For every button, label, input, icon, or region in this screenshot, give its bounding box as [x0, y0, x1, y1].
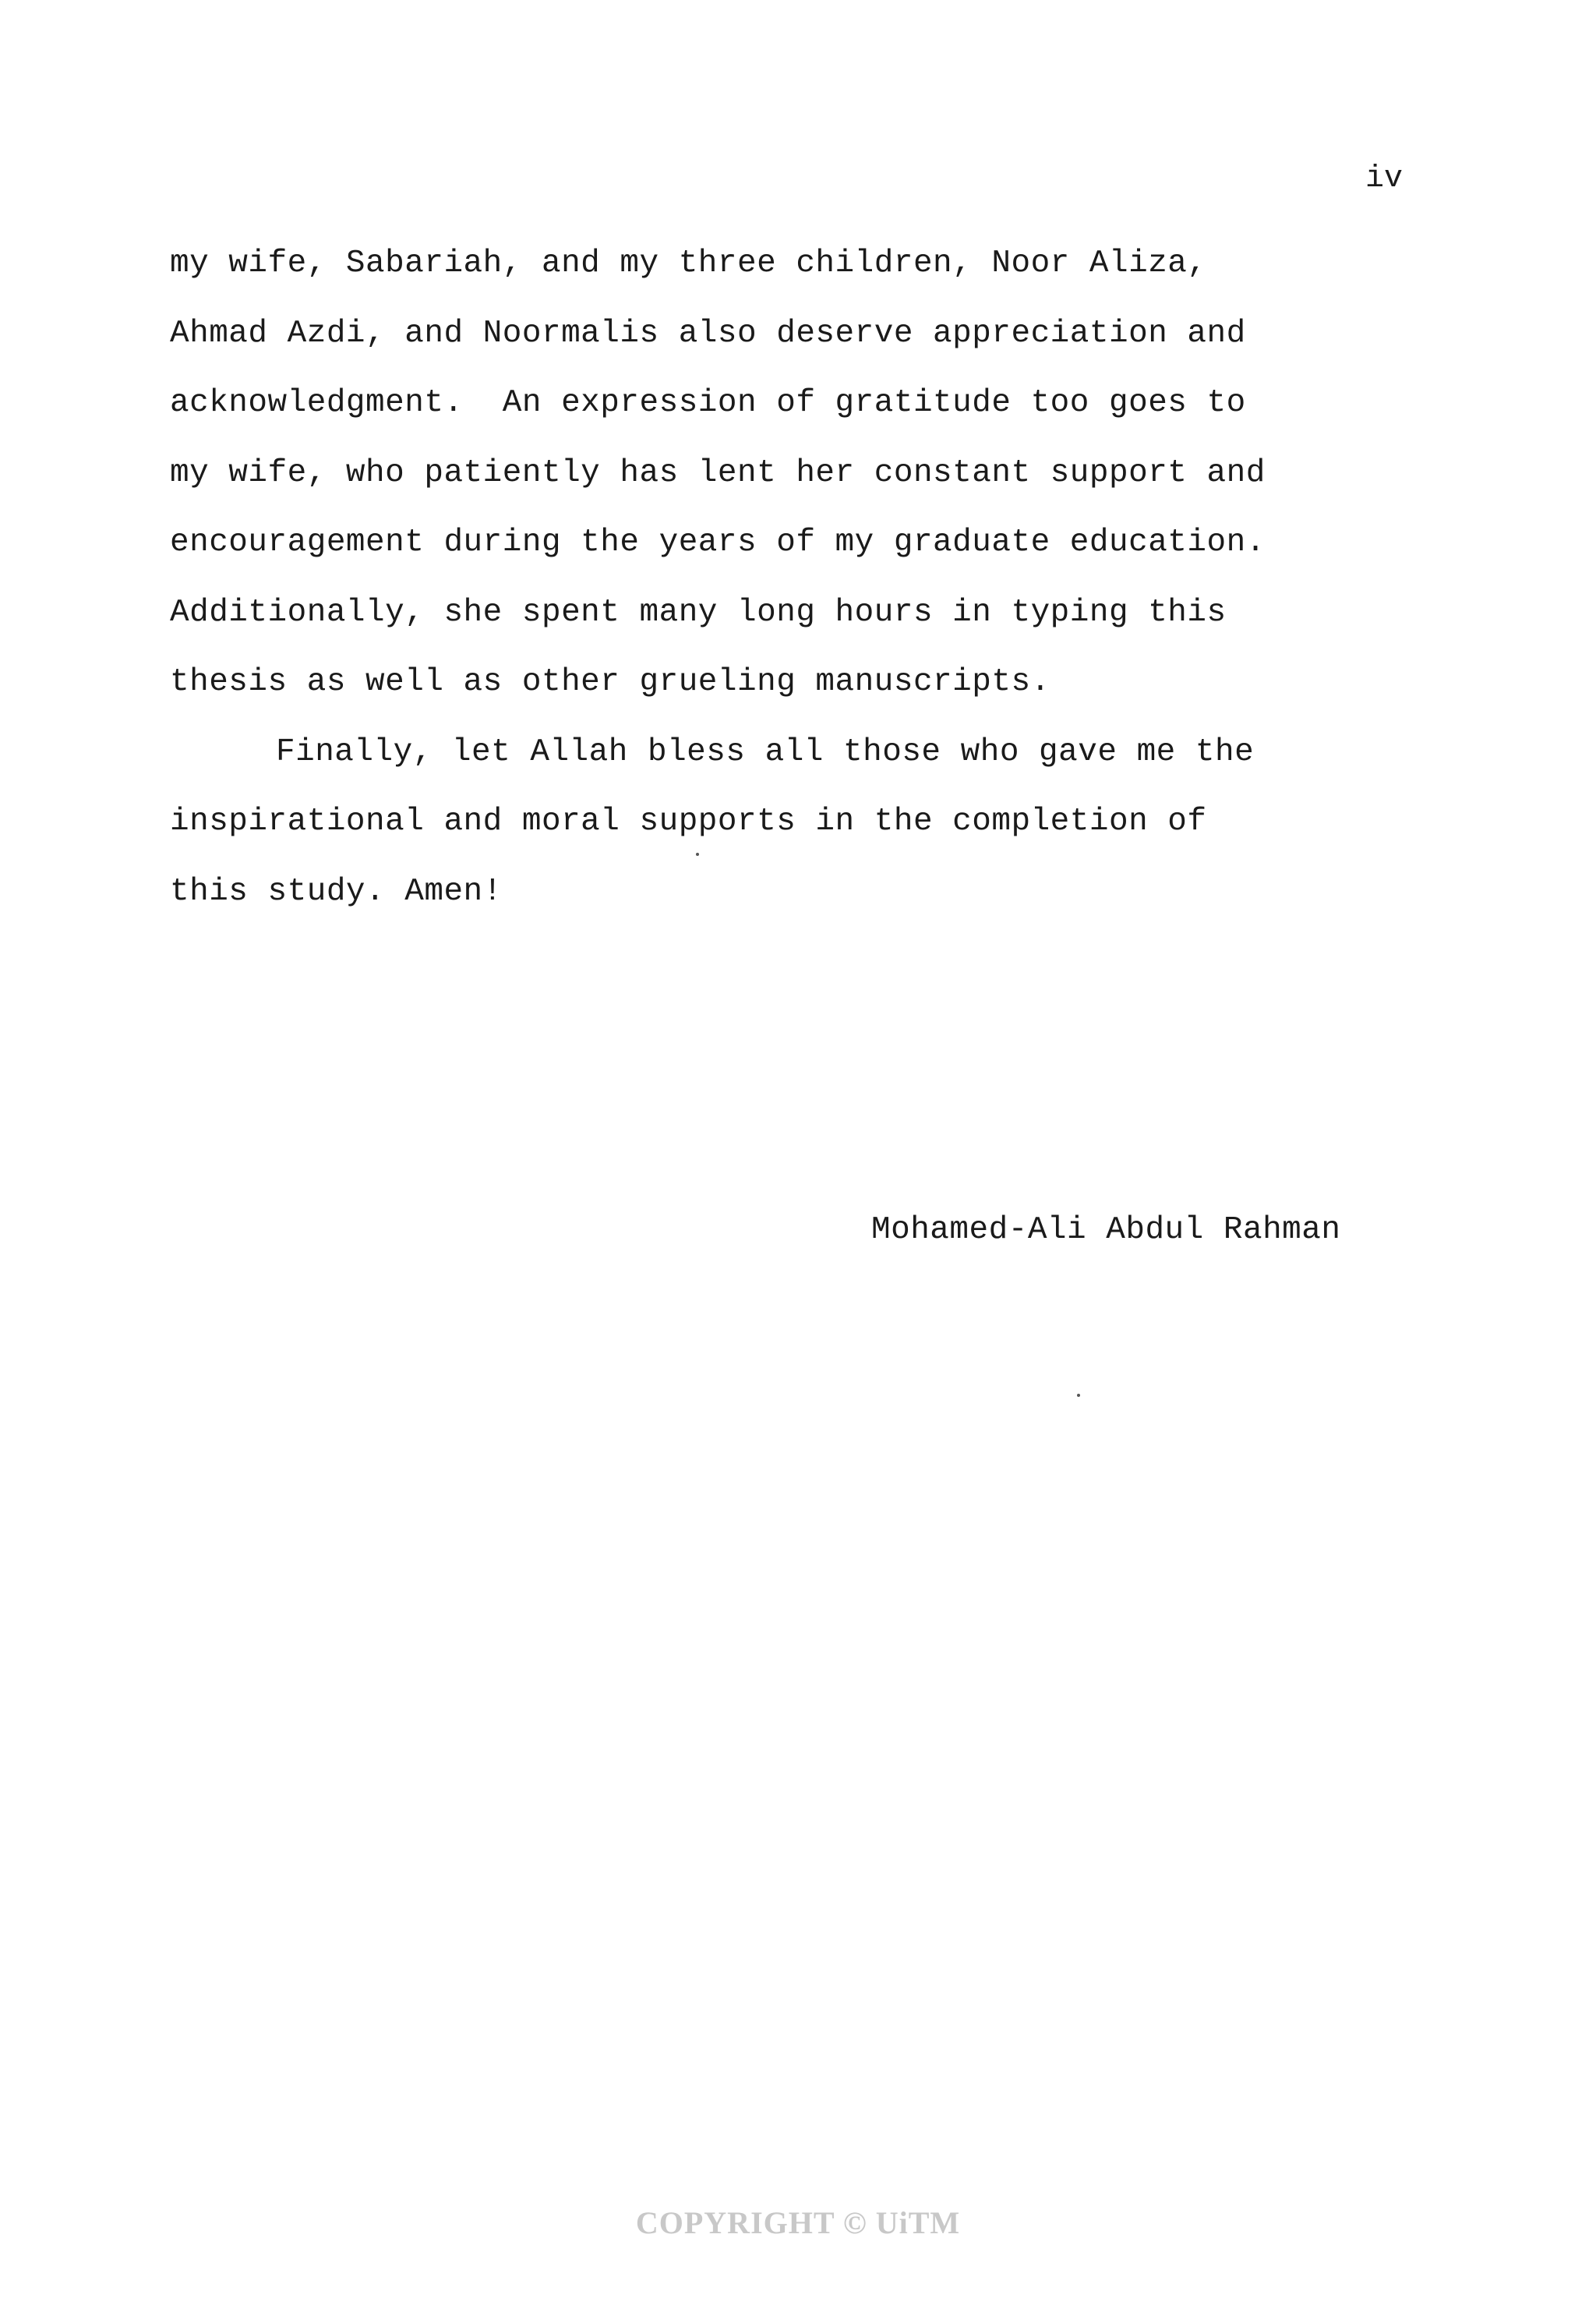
text-line: thesis as well as other grueling manuscripts. [170, 664, 1050, 700]
text-line: encouragement during the years of my graduate education. [170, 525, 1266, 560]
text-line: my wife, who patiently has lent her constant support and [170, 454, 1266, 491]
text-line: Additionally, she spent many long hours in typing this [170, 594, 1227, 631]
text-line-paragraph-start: Finally, let Allah bless all those who gave me the [276, 734, 1255, 770]
text-line: my wife, Sabariah, and my three children, Noor Aliza, [170, 246, 1207, 281]
author-signature: Mohamed-Ali Abdul Rahman [871, 1212, 1341, 1248]
text-line: Ahmad Azdi, and Noormalis also deserve appreciation and [170, 315, 1246, 352]
text-line: acknowledgment. An expression of gratitude too goes to [170, 385, 1246, 421]
text-line: inspirational and moral supports in the completion of [170, 804, 1207, 840]
text-line: this study. Amen! [170, 873, 503, 910]
page-number: iv [1365, 161, 1404, 196]
acknowledgment-text [170, 229, 1393, 927]
copyright-watermark: COPYRIGHT © UiTM [635, 2205, 961, 2240]
scan-speck [696, 853, 699, 856]
scan-speck [1077, 1394, 1080, 1397]
